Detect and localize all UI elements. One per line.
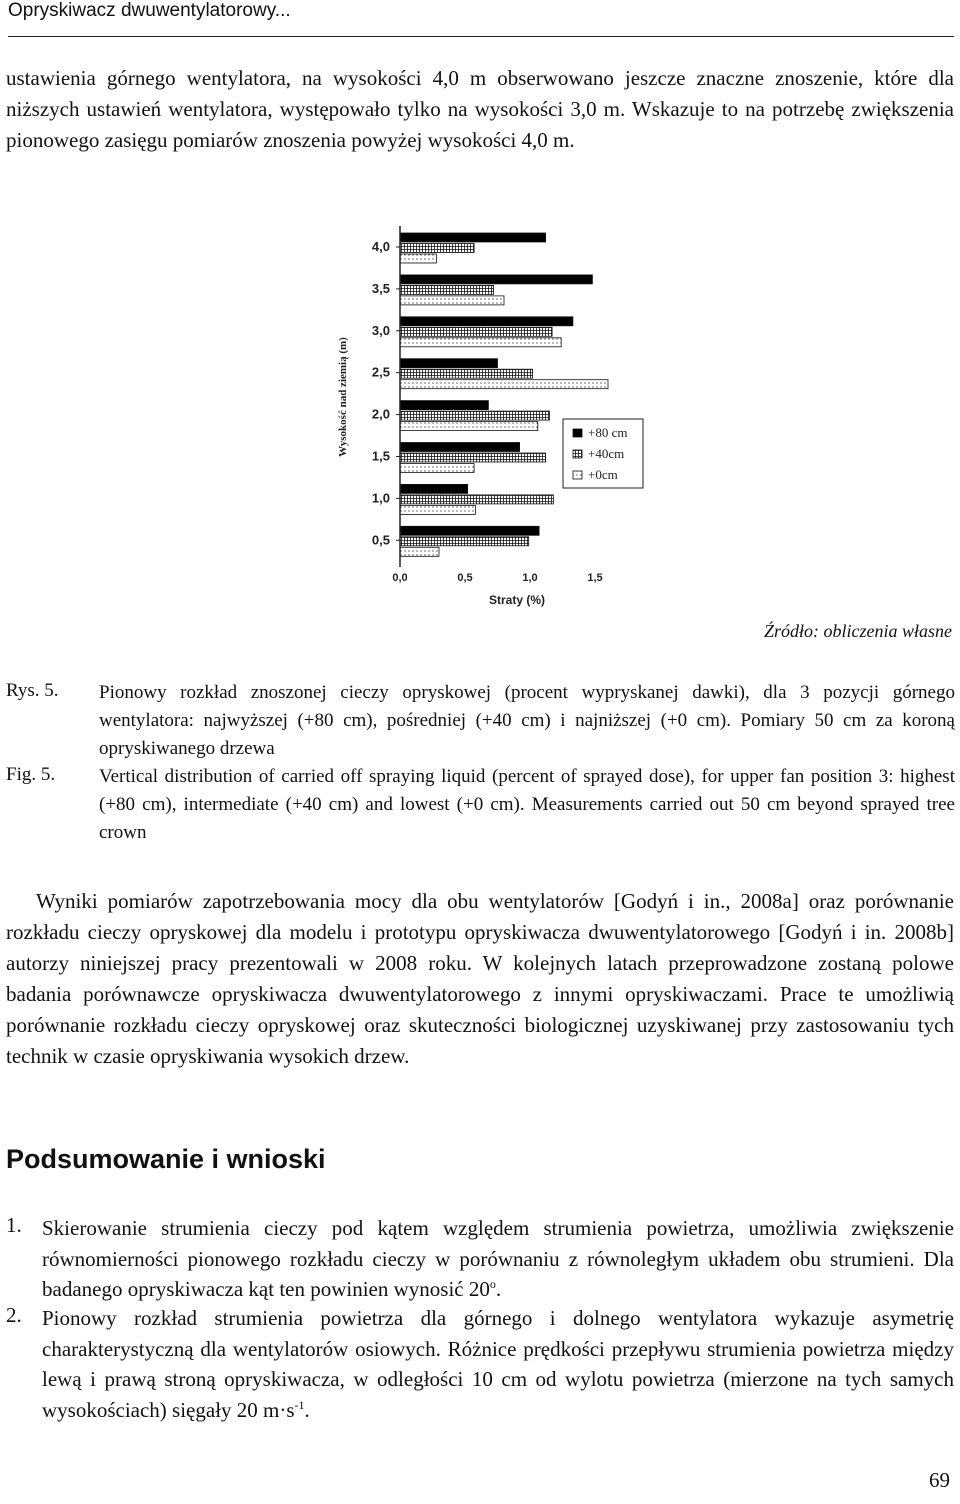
bar-80cm-1-0	[400, 484, 468, 493]
list-item-body: Skierowanie strumienia cieczy pod kątem względem strumienia powietrza, umożliwia zwiększenie równomierności pionowego rozkładu cieczy w porównaniu z równoległym układem obu strumieni. Dla badanego opryskiwacza kąt ten powinien wynosić 20	[42, 1216, 954, 1301]
bar-80cm-3-5	[400, 275, 592, 284]
legend-label: +40cm	[588, 446, 625, 461]
caption-en-label: Fig. 5.	[6, 764, 56, 785]
bar-40cm-1-0	[400, 495, 553, 504]
list-item-tail: .	[495, 1277, 502, 1301]
bar-40cm-4-0	[400, 244, 474, 253]
bar-80cm-2-5	[400, 359, 498, 368]
legend-swatch	[573, 471, 582, 479]
running-header: Opryskiwacz dwuwentylatorowy...	[8, 0, 291, 21]
bar-40cm-3-5	[400, 285, 494, 294]
y-tick-label: 1,5	[371, 448, 390, 464]
figure-source-note: Źródło: obliczenia własne	[764, 621, 952, 641]
y-tick-label: 2,0	[371, 406, 390, 422]
header-rule	[8, 36, 954, 37]
bar-40cm-3-0	[400, 327, 552, 336]
legend-label: +80 cm	[588, 425, 628, 440]
list-item-number: 2.	[6, 1303, 22, 1327]
x-tick-label: 1,5	[587, 572, 603, 584]
bar-0cm-1-0	[400, 505, 475, 514]
y-tick-label: 4,0	[371, 239, 390, 254]
results-paragraph: Wyniki pomiarów zapotrzebowania mocy dla obu wentylatorów [Godyń i in., 2008a] oraz porównanie rozkładu cieczy opryskowej dla modelu i prototypu opryskiwacza dwuwentylatorowego [Godyń i in. 2008b] autorzy niniejszej pracy prezentowali w 2008 roku. W kolejnych latach przeprowadzone zostaną polowe badania porównawcze opryskiwacza dwuwentylatorowego z innymi opryskiwaczami. Prace te umożliwią porównanie rozkładu cieczy opryskowej oraz skuteczności biologicznej uzyskiwanej przy zastosowaniu tych technik w czasie opryskiwania wysokich drzew.	[6, 889, 954, 1068]
list-item-superscript: o	[489, 1277, 496, 1291]
caption-pl-label: Rys. 5.	[6, 680, 59, 701]
bar-0cm-4-0	[400, 254, 436, 263]
caption-pl-text: Pionowy rozkład znoszonej cieczy opryskowej (procent wypryskanej dawki), dla 3 pozycji górnego wentylatora: najwyższej (+80 cm), pośredniej (+40 cm) i najniższej (+0 cm). Pomiary 50 cm za koroną opryskiwanego drzewa	[99, 682, 955, 759]
bar-0cm-1-5	[400, 464, 474, 473]
bar-0cm-3-0	[400, 338, 561, 347]
bar-0cm-2-0	[400, 422, 538, 431]
bar-0cm-2-5	[400, 380, 608, 389]
x-tick-label: 0,0	[392, 572, 408, 584]
legend-label: +0cm	[588, 467, 618, 482]
caption-en-text: Vertical distribution of carried off spraying liquid (percent of sprayed dose), for upper fan position 3: highest (+80 cm), intermediate (+40 cm) and lowest (+0 cm). Measurements carried out 50 cm beyond sprayed tree crown	[99, 766, 955, 843]
list-item-text	[42, 1303, 954, 1425]
x-tick-label: 0,5	[457, 572, 473, 584]
x-tick-label: 1,0	[522, 572, 538, 584]
y-tick-label: 2,5	[371, 364, 390, 380]
y-tick-label: 3,0	[371, 322, 390, 338]
y-tick-label: 0,5	[371, 532, 390, 548]
list-item-number: 1.	[6, 1213, 22, 1237]
bar-40cm-0-5	[400, 537, 529, 546]
bar-80cm-0-5	[400, 526, 539, 535]
legend-swatch	[573, 429, 582, 437]
list-item-text	[42, 1213, 954, 1305]
bar-80cm-4-0	[400, 233, 546, 242]
bar-40cm-2-0	[400, 411, 550, 420]
y-axis-title: Wysokość nad ziemią (m)	[337, 337, 349, 457]
bar-0cm-3-5	[400, 296, 504, 305]
list-item-body: Pionowy rozkład strumienia powietrza dla górnego i dolnego wentylatora wykazuje asymetrię charakterystyczną dla wentylatorów osiowych. Różnice prędkości przepływu strumienia powietrza między lewą i prawą stroną opryskiwacza, w odległości 10 cm od wylotu powietrza (mierzone na tych samych wysokościach) sięgały 20 m·s	[42, 1306, 954, 1422]
section-heading: Podsumowanie i wnioski	[6, 1144, 326, 1174]
bar-80cm-2-0	[400, 401, 488, 410]
bar-80cm-3-0	[400, 317, 573, 326]
x-axis-title: Straty (%)	[488, 593, 546, 607]
page-number: 69	[929, 1468, 950, 1492]
list-item-tail: .	[304, 1397, 310, 1422]
list-item-superscript: -1	[294, 1397, 305, 1412]
intro-paragraph: ustawienia górnego wentylatora, na wysokości 4,0 m obserwowano jeszcze znaczne znoszenie, które dla niższych ustawień wentylatora, występowało tylko na wysokości 3,0 m. Wskazuje to na potrzebę zwiększenia pionowego zasięgu pomiarów znoszenia powyżej wysokości 4,0 m.	[6, 66, 954, 152]
y-tick-label: 1,0	[371, 490, 390, 506]
bar-80cm-1-5	[400, 443, 520, 452]
chart-legend	[563, 419, 643, 488]
bar-0cm-0-5	[400, 547, 439, 556]
bar-40cm-1-5	[400, 453, 546, 462]
bar-40cm-2-5	[400, 369, 533, 378]
legend-swatch	[573, 450, 582, 458]
y-tick-label: 3,5	[371, 280, 390, 296]
bar-chart	[320, 222, 660, 617]
